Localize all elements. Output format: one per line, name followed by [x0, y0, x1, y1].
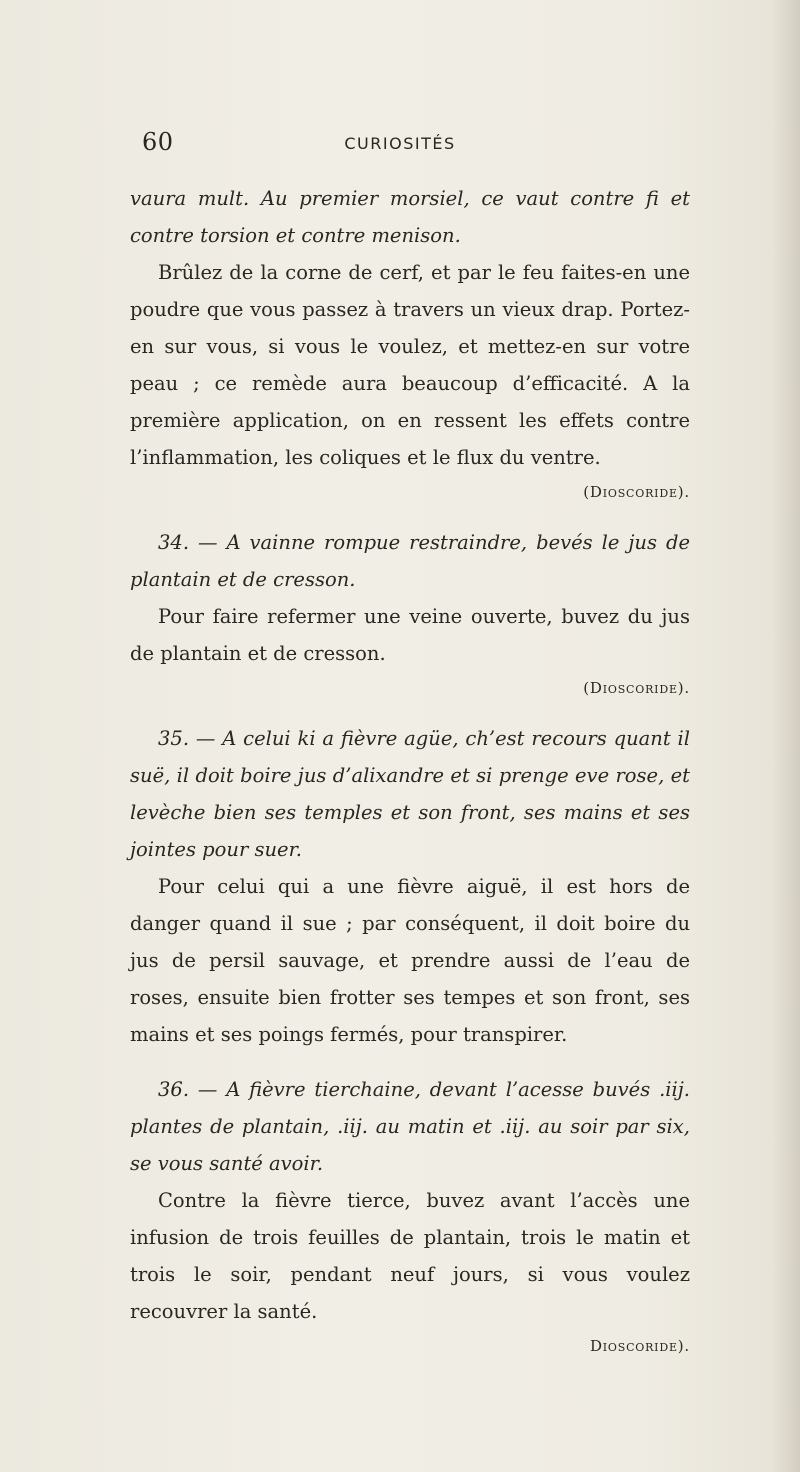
- entry-heading: vaura mult. Au premier morsiel, ce vaut contre fi et contre torsion et contre menison.: [130, 187, 690, 247]
- entry-35: [130, 720, 690, 1053]
- entry-36: [130, 1071, 690, 1360]
- page-number: 60: [142, 128, 174, 156]
- entry-heading: 36. — A fièvre tierchaine, devant l’acesse buvés .iij. plantes de plantain, .iij. au matin et .iij. au soir par six, se vous santé avoir.: [130, 1078, 690, 1175]
- entry-translation: Contre la fièvre tierce, buvez avant l’accès une infusion de trois feuilles de plantain, trois le matin et trois le soir, pendant neuf jours, si vous voulez recouvrer la santé.: [130, 1189, 690, 1323]
- page-content: [130, 180, 690, 1378]
- entry-translation: Pour celui qui a une fièvre aiguë, il est hors de danger quand il sue ; par conséquent, il doit boire du jus de persil sauvage, et prendre aussi de l’eau de roses, ensuite bien frotter ses tempes et son front, ses mains et ses poings fermés, pour transpirer.: [130, 875, 690, 1046]
- running-title: CURIOSITÉS: [344, 134, 456, 153]
- source-attribution: (Dioscoride).: [583, 483, 690, 501]
- entry-34: [130, 524, 690, 702]
- source-attribution: Dioscoride).: [589, 1337, 690, 1355]
- source-attribution: (Dioscoride).: [583, 679, 690, 697]
- entry-33-continued: [130, 180, 690, 506]
- page-edge-shadow: [772, 0, 800, 1472]
- entry-translation: Pour faire refermer une veine ouverte, buvez du jus de plantain et de cresson.: [130, 605, 690, 665]
- entry-translation: Brûlez de la corne de cerf, et par le feu faites-en une poudre que vous passez à travers un vieux drap. Portez-en sur vous, si vous le voulez, et mettez-en sur votre peau ; ce remède aura beaucoup d’efficacité. A la première application, on en ressent les effets contre l’inflammation, les coliques et le flux du ventre.: [130, 261, 690, 469]
- entry-heading: 34. — A vainne rompue restraindre, bevés le jus de plantain et de cresson.: [130, 531, 690, 591]
- entry-heading: 35. — A celui ki a fièvre agüe, ch’est recours quant il suë, il doit boire jus d’alixandre et si prenge eve rose, et levèche bien ses temples et son front, ses mains et ses jointes pour suer.: [130, 727, 690, 861]
